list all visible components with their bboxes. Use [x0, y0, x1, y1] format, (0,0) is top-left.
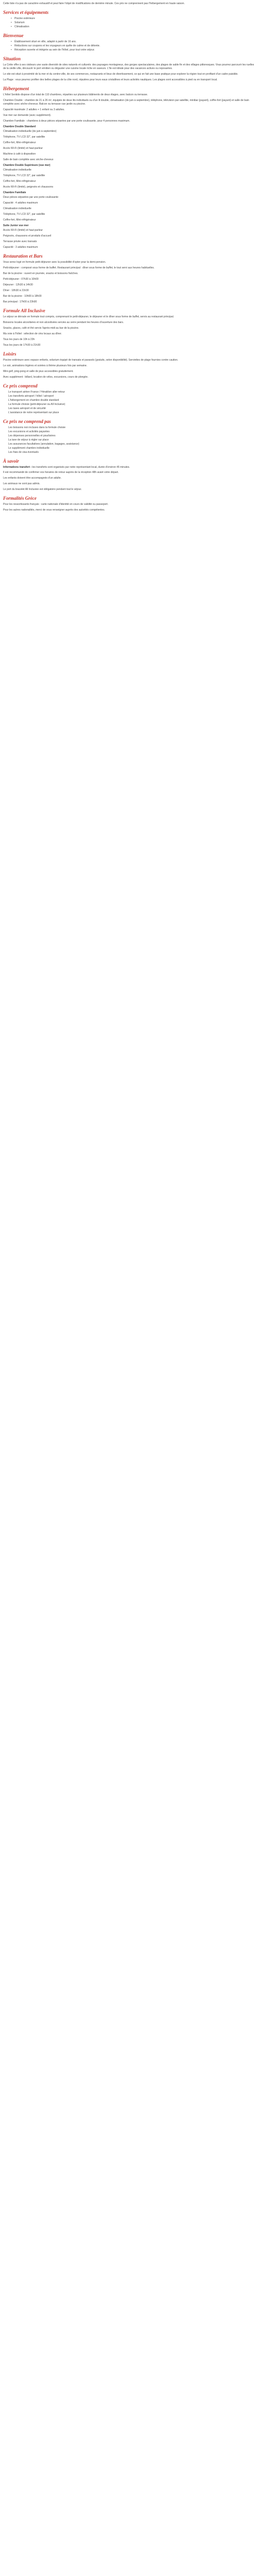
list-item: L'assistance de notre représentant sur place [8, 411, 59, 414]
paragraph: Mini-golf, ping-pong et salle de jeux accessibles gratuitement. [3, 370, 74, 373]
schedule-line: Tous les jours de 10h à 23h [3, 338, 35, 341]
list-item: Le transport aérien France / Héraklion aller-retour [8, 391, 65, 394]
room-feature: Machine à café à disposition [3, 152, 36, 156]
list-item: Les dépenses personnelles et pourboires [8, 434, 56, 437]
room-title: Chambre Double Standard [3, 125, 36, 128]
room-title: Chambre Double Supérieure (vue mer) [3, 164, 51, 167]
room-feature: Coffre-fort, Mini-réfrigérateur [3, 218, 36, 222]
paragraph: Pour les ressortissants français : carte nationale d'identité en cours de validité ou passeport. [3, 503, 108, 506]
paragraph: Les animaux ne sont pas admis. [3, 482, 40, 485]
paragraph: Boissons locales alcoolisées et non alcoolisées servies au verre pendant les heures d'ouverture des bars. [3, 321, 124, 324]
service-hours: Petit-déjeuner : 07h30 à 10h00 [3, 278, 39, 281]
bienvenue-list [3, 40, 255, 52]
list-item: • Réception ouverte et intégrée au sein de l'hôtel, pour tout votre séjour. [14, 48, 255, 52]
room-feature: Capacité : 4 adultes maximum [3, 201, 38, 205]
list-item: Le supplément chambre individuelle [8, 447, 50, 450]
transfer-info-text: les transferts sont organisés par notre représentant local, durée d'environ 45 minutes. [32, 466, 130, 469]
heading-prix-comprend: Ce prix comprend [3, 383, 38, 388]
room-feature: Climatisation individuelle (de juin à septembre) [3, 130, 57, 133]
paragraph: Le soir, animations légères et soirées à thème plusieurs fois par semaine. [3, 364, 87, 367]
room-feature: Salle de bain complète avec sèche-cheveux [3, 158, 54, 161]
heading-hebergement: Hébergement [3, 86, 29, 91]
room-feature: Coffre-fort, Mini-réfrigérateur [3, 141, 36, 144]
room-feature: Accès Wi-Fi (limité) et haut-parleur [3, 147, 43, 150]
room-title: Chambre Familiale [3, 191, 26, 194]
paragraph: Ma voie à l'hôtel : sélection de vins locaux au dîner. [3, 332, 62, 335]
list-item: • Piscine extérieure [14, 17, 255, 21]
room-feature: Peignoirs, chaussons et produits d'accueil [3, 234, 51, 238]
room-feature: Coffre-fort, Mini-réfrigérateur [3, 180, 36, 183]
paragraph: Les enfants doivent être accompagnés d'un adulte. [3, 477, 61, 480]
paragraph: Chambre Double : chambre de 21 à 26 m², équipée de deux lits individuels ou d'un lit double, climatisation (de juin à septembre), téléphone, télévision par satellite, minibar (payant), coffre-fort (payant) et salle de bain complète avec sèche-cheveux. Balcon ou terrasse vue jardin ou piscine. [3, 99, 249, 106]
paragraph: Bar de la piscine : ouvert en journée, snacks et boissons fraîches. [3, 272, 78, 275]
heading-formule: Formule All Inclusive [3, 308, 45, 313]
list-item: Les taxes aéroport et de sécurité [8, 407, 46, 410]
transfer-info [3, 466, 255, 469]
list-item: Les transferts aéroport / hôtel / aéroport [8, 395, 54, 398]
room-feature: Accès Wi-Fi (limité) et haut-parleur [3, 229, 43, 232]
paragraph: Petit-déjeuner : composé sous forme de buffet. Restaurant principal : dîner sous forme de buffet, le tout servi aux heures habituelles. [3, 266, 155, 269]
paragraph: Le port du bracelet All Inclusive est obligatoire pendant tout le séjour. [3, 488, 82, 491]
paragraph: La Crète offre à ses visiteurs une vaste diversité de sites naturels et culturels: des paysages montagneux, des gorges spectaculaires, des plages de sable fin et des villages pittoresques. Vous pourrez parcourir les ruelles de la vieille ville, découvrir le port vénitien ou déguster une cuisine locale riche en saveurs. L'île est idéale pour des vacances actives ou reposantes. [3, 63, 254, 70]
room-feature: Deux pièces séparées par une porte coulissante [3, 196, 59, 199]
room-feature: Accès Wi-Fi (limité), peignoirs et chaussons [3, 185, 53, 189]
heading-a-savoir: À savoir [3, 459, 19, 464]
room-feature: Capacité : 3 adultes maximum [3, 246, 38, 249]
paragraph: Vue mer sur demande (avec supplément). [3, 114, 52, 117]
intro-text: Cette liste n'a pas de caractère exhaustif et peut faire l'objet de modifications de dernière minute. Ces prix ne comprennent pas l'hébergement en haute saison. [3, 2, 185, 5]
heading-situation: Situation [3, 56, 21, 61]
service-hours: Dîner : 18h30 à 21h30 [3, 289, 29, 292]
service-hours: Bar de la piscine : 10h00 à 18h00 [3, 295, 42, 298]
list-item: Les frais de visa éventuels [8, 451, 39, 454]
list-item: • Réductions sur coupons et les voyageurs en quête de calme et de détente. [14, 44, 255, 48]
paragraph: L'hôtel Sentido dispose d'un total de 110 chambres, réparties sur plusieurs bâtiments de deux étages, avec balcon ou terrasse. [3, 93, 148, 96]
page [0, 0, 258, 520]
room-feature: Climatisation individuelle [3, 207, 31, 210]
paragraph: Capacité maximale: 2 adultes + 1 enfant ou 3 adultes. [3, 108, 65, 111]
list-item: L'hébergement en chambre double standard [8, 399, 59, 402]
list-item: • Climatisation [14, 25, 255, 29]
heading-restauration: Restauration et Bars [3, 253, 43, 259]
schedule-line: Tous les jours de 17h30 à 21h30 [3, 344, 41, 347]
prix-comprend-list [3, 391, 255, 415]
list-item: Les assurances facultatives (annulation, bagages, assistance) [8, 443, 79, 446]
list-item: Les boissons non incluses dans la formule choisie [8, 426, 66, 429]
room-feature: Terrasse privée avec transats [3, 240, 37, 243]
list-item: Les excursions et activités payantes [8, 430, 50, 433]
heading-loisirs: Loisirs [3, 351, 17, 357]
paragraph: Piscine extérieure avec espace enfants, solarium équipé de transats et parasols (gratuits, selon disponibilité). Serviettes de plage fournies contre caution. [3, 359, 179, 362]
paragraph: Pour les autres nationalités, merci de vous renseigner auprès des autorités compétentes. [3, 509, 105, 512]
paragraph: Snacks, glaces, café et thé servis l'après-midi au bar de la piscine. [3, 327, 79, 330]
heading-bienvenue: Bienvenue [3, 33, 24, 38]
service-hours: Bar principal : 17h00 à 23h00 [3, 300, 37, 303]
paragraph: Chambre Familiale : chambres à deux pièces séparées par une porte coulissante, pour 4 personnes maximum. [3, 120, 130, 123]
room-feature: Téléphone, TV LCD 32", par satellite [3, 174, 45, 177]
room-feature: Téléphone, TV LCD 32", par satellite [3, 135, 45, 139]
room-title: Suite Junior vue mer [3, 224, 29, 227]
list-item: • Solarium [14, 21, 255, 25]
room-feature: Climatisation individuelle [3, 168, 31, 172]
paragraph: La Plage : vous pourrez profiter des belles plages de la côte nord, réputées pour leurs eaux cristallines et leurs activités nautiques. Les plages sont accessibles à pied ou en transport local. [3, 78, 218, 81]
service-hours: Déjeuner : 12h30 à 14h30 [3, 283, 33, 286]
heading-prix-ne-comprend: Ce prix ne comprend pas [3, 419, 51, 424]
list-item: La formule choisie (petit-déjeuner ou All Inclusive) [8, 403, 66, 406]
paragraph: Le site est situé à proximité de la mer et du centre-ville, de ses commerces, restaurants et lieux de divertissement, ce qui en fait une base pratique pour explorer la région tout en profitant d'un cadre paisible. [3, 73, 238, 76]
paragraph: Avec supplément : billard, location de vélos, excursions, cours de plongée. [3, 376, 89, 379]
prix-ne-comprend-list [3, 426, 255, 454]
paragraph: Il est recommandé de confirmer vos horaires de retour auprès de la réception 48h avant votre départ. [3, 471, 119, 474]
list-item: • Établissement situé en ville, adapté à partir de 16 ans. [14, 40, 255, 44]
transfer-info-label: Informations transfert : [3, 466, 32, 469]
room-feature: Téléphone, TV LCD 32", par satellite [3, 213, 45, 216]
paragraph: Le séjour se déroule en formule tout compris, comprenant le petit-déjeuner, le déjeuner et le dîner sous forme de buffet, servis au restaurant principal. [3, 315, 174, 318]
list-item: La taxe de séjour à régler sur place [8, 438, 49, 442]
heading-formalites: Formalités Grèce [3, 496, 37, 501]
services-list [3, 17, 255, 29]
heading-services: Services et équipements [3, 10, 49, 15]
paragraph: Vous serez logé en formule petit-déjeuner avec la possibilité d'opter pour la demi-pension. [3, 261, 106, 264]
